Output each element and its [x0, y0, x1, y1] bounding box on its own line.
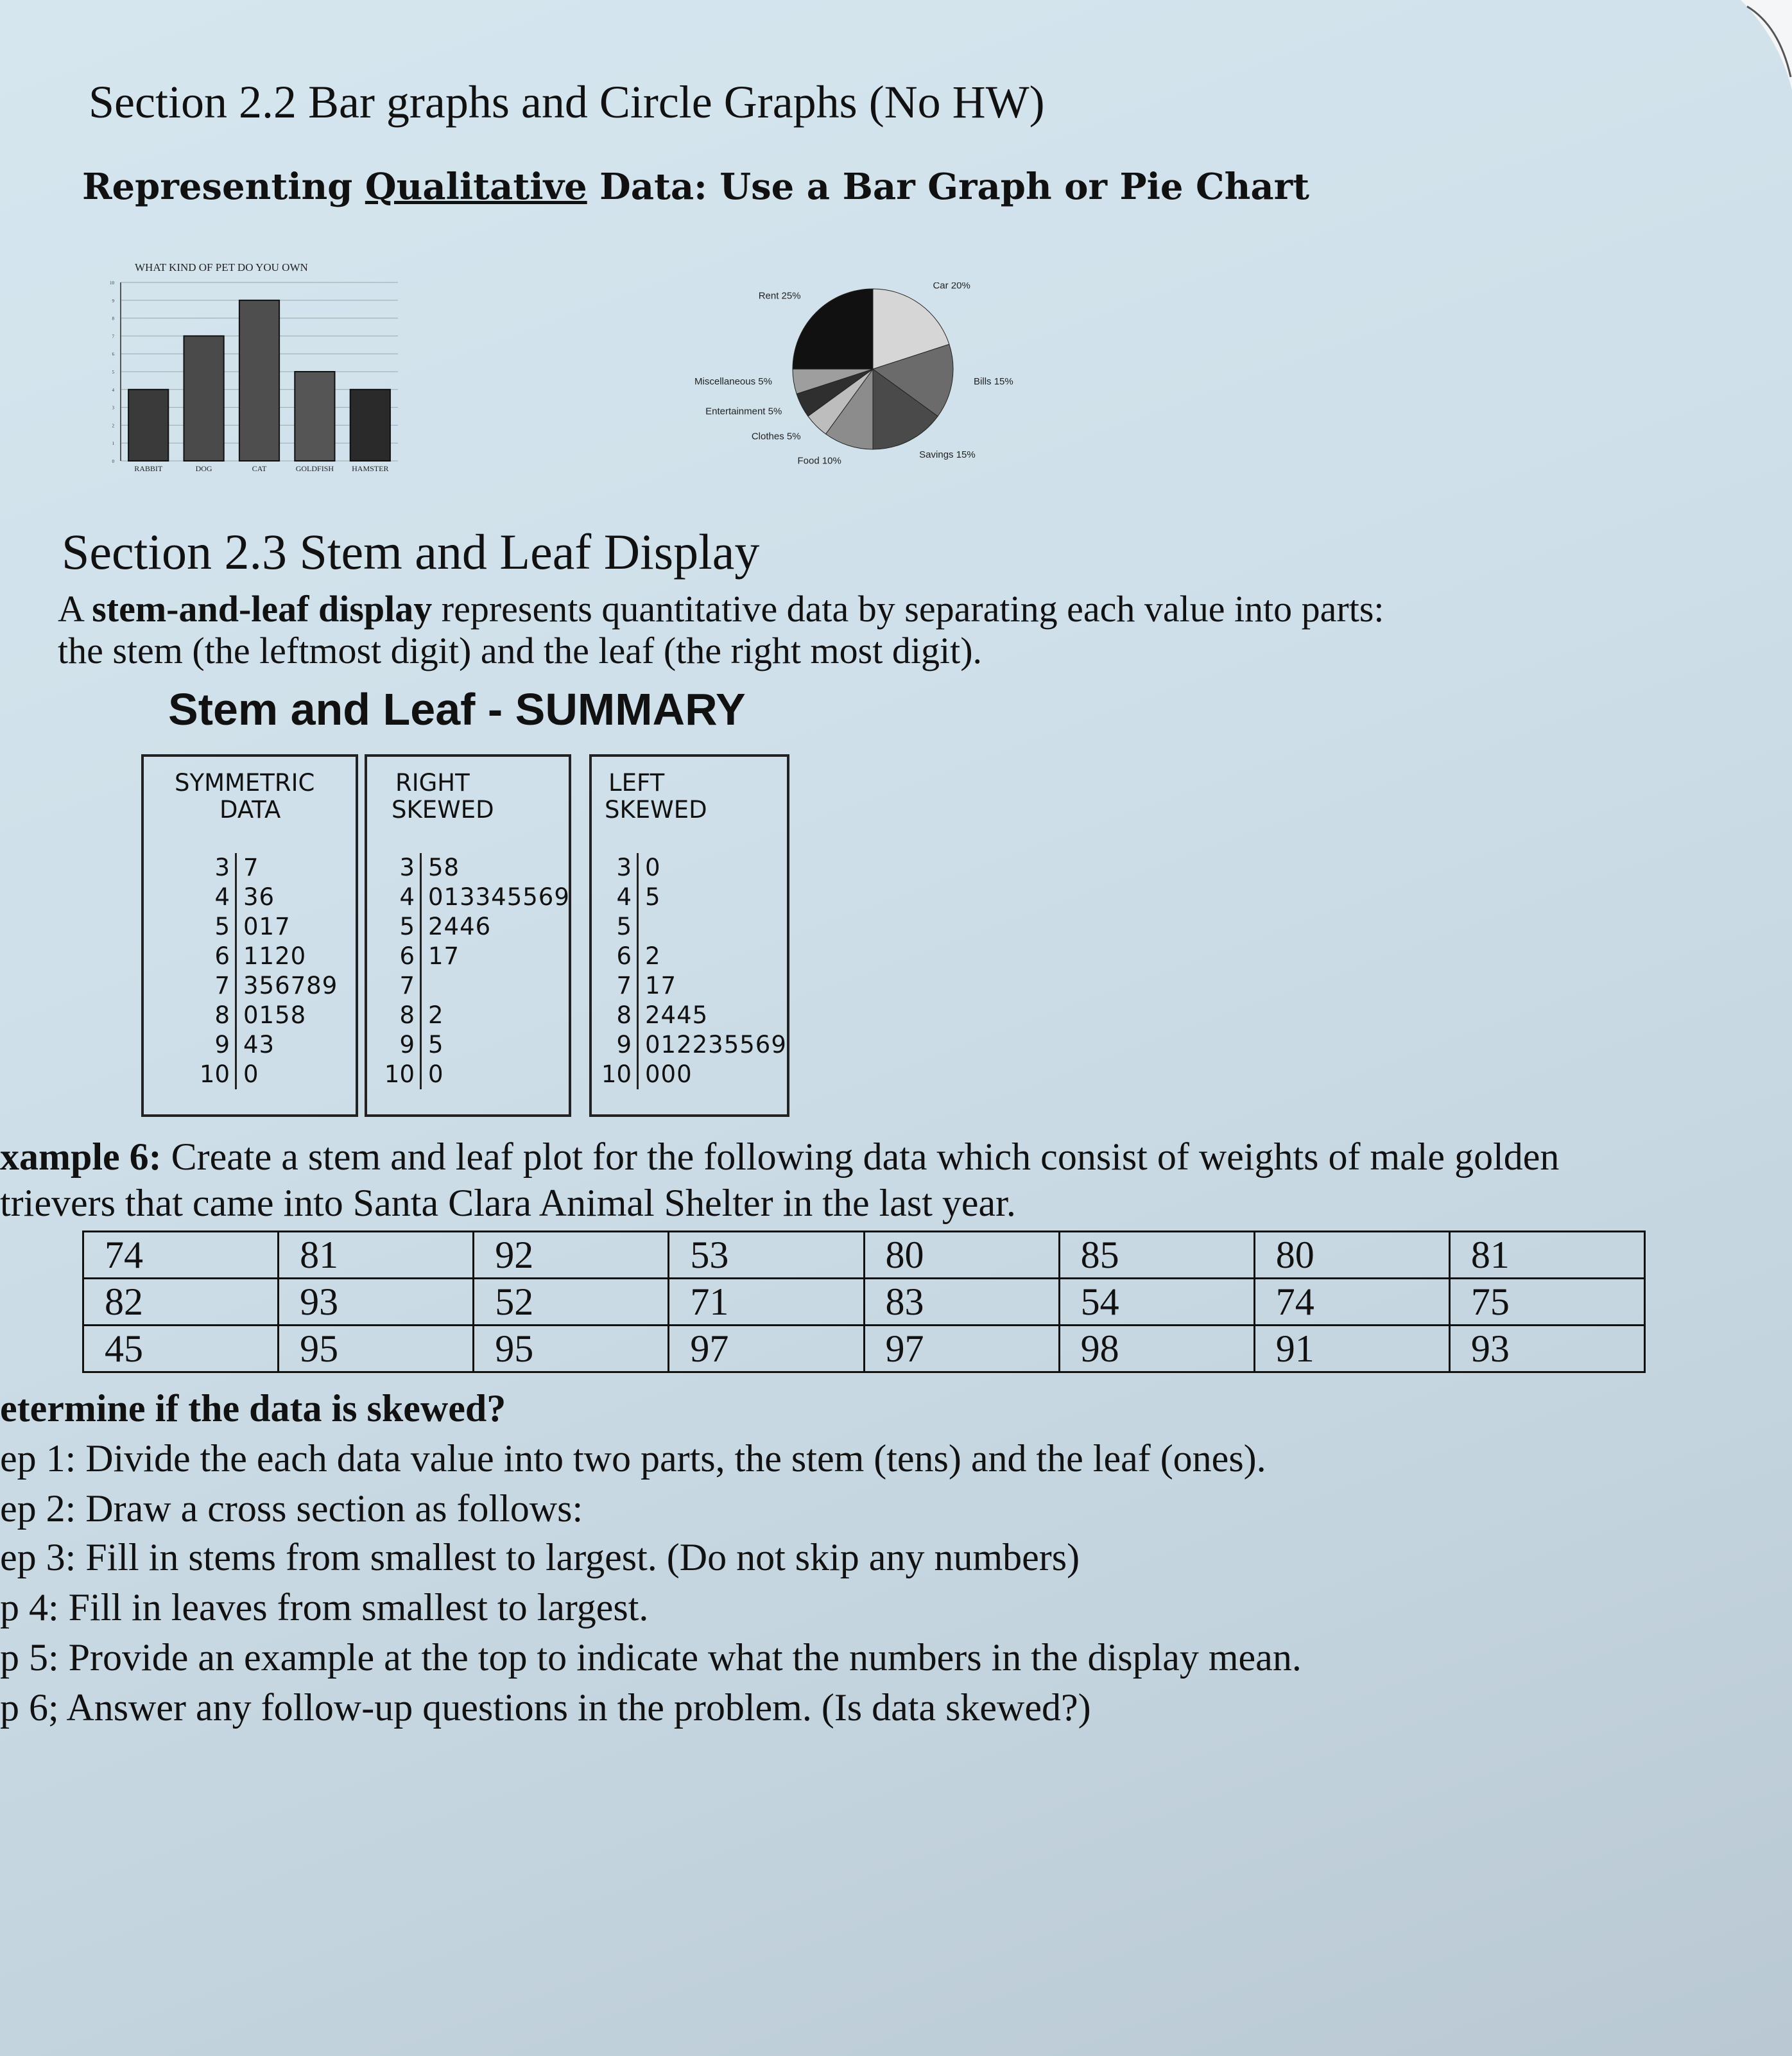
stem: 8 — [166, 1001, 237, 1030]
stem: 3 — [593, 853, 639, 883]
table-cell: 71 — [669, 1279, 864, 1326]
y-tick-label: 2 — [112, 423, 114, 429]
section-2-3-title: Section 2.3 Stem and Leaf Display — [62, 524, 760, 580]
example-6-line-1 — [0, 1135, 1559, 1179]
stem-leaf-row — [370, 1060, 570, 1089]
table-cell: 74 — [1254, 1279, 1449, 1326]
stem: 4 — [593, 883, 639, 912]
stem: 9 — [593, 1030, 639, 1060]
stem-leaf-row — [166, 942, 338, 971]
leaf — [422, 971, 428, 1001]
pie-slice-label: Miscellaneous 5% — [694, 376, 772, 388]
stem: 7 — [370, 971, 422, 1001]
bar-cat — [239, 300, 279, 461]
pie-slice-label: Bills 15% — [974, 376, 1013, 388]
leaf: 5 — [428, 1031, 444, 1058]
stem: 9 — [370, 1030, 422, 1060]
stem-leaf-rows — [370, 853, 570, 1089]
table-cell: 97 — [669, 1326, 864, 1372]
stem: 9 — [166, 1030, 237, 1060]
heading-underlined: Qualitative — [365, 166, 587, 208]
stem: 7 — [593, 971, 639, 1001]
example-6-line-2: trievers that came into Santa Clara Animal Shelter in the last year. — [0, 1182, 1016, 1224]
leaf: 2445 — [645, 1001, 709, 1029]
stem-leaf-row — [370, 1030, 570, 1060]
table-cell: 93 — [279, 1279, 474, 1326]
table-cell: 95 — [279, 1326, 474, 1372]
x-tick-label: DOG — [195, 464, 212, 473]
stem-leaf-row — [166, 1060, 338, 1089]
y-tick-label: 0 — [112, 459, 114, 464]
bar-chart-x-labels — [134, 464, 388, 473]
stem: 3 — [166, 853, 237, 883]
table-cell: 97 — [864, 1326, 1059, 1372]
table-row — [83, 1279, 1645, 1326]
table-cell: 98 — [1059, 1326, 1254, 1372]
bar-chart-title: WHAT KIND OF PET DO YOU OWN — [135, 261, 308, 273]
symmetric-data-box — [141, 754, 358, 1117]
leaf: 58 — [428, 854, 460, 881]
stem-leaf-row — [370, 1001, 570, 1030]
table-cell: 75 — [1449, 1279, 1644, 1326]
leaf: 0 — [428, 1060, 444, 1088]
heading-prefix: Representing — [82, 166, 365, 208]
leaf: 17 — [428, 942, 460, 970]
heading-suffix: Data: Use a Bar Graph or Pie Chart — [587, 166, 1309, 208]
table-cell: 52 — [474, 1279, 669, 1326]
step-4: p 4: Fill in leaves from smallest to largest. — [0, 1586, 649, 1628]
leaf: 012235569 — [645, 1031, 787, 1058]
step-2: ep 2: Draw a cross section as follows: — [0, 1487, 583, 1530]
stem-leaf-row — [166, 912, 338, 942]
stem-leaf-row — [593, 912, 787, 942]
stem-leaf-rows — [593, 853, 787, 1089]
definition-line-1 — [58, 587, 1384, 630]
stem-leaf-row — [166, 1030, 338, 1060]
pie-slice-label: Food 10% — [797, 455, 841, 467]
qualitative-data-heading — [82, 166, 1309, 208]
example-6-text: Create a stem and leaf plot for the following data which consist of weights of male golden — [161, 1136, 1560, 1178]
table-row — [83, 1232, 1645, 1279]
stem-leaf-row — [370, 883, 570, 912]
y-tick-label: 9 — [112, 298, 114, 304]
leaf: 2 — [428, 1001, 444, 1029]
stem-leaf-row — [593, 883, 787, 912]
leaf: 356789 — [243, 972, 338, 999]
box-header-line-2: SKEWED — [392, 796, 494, 824]
stem: 6 — [166, 942, 237, 971]
stem: 5 — [370, 912, 422, 942]
left-skewed-box — [589, 754, 789, 1117]
table-cell: 80 — [1254, 1232, 1449, 1279]
pie-slice-label: Savings 15% — [919, 449, 976, 461]
leaf: 0 — [645, 854, 661, 881]
pet-bar-chart — [103, 257, 411, 475]
box-header-line-2: SKEWED — [605, 796, 707, 824]
step-5: p 5: Provide an example at the top to indicate what the numbers in the display mean. — [0, 1636, 1302, 1679]
table-cell: 85 — [1059, 1232, 1254, 1279]
leaf: 1120 — [243, 942, 307, 970]
table-cell: 81 — [1449, 1232, 1644, 1279]
pie-slice-label: Car 20% — [933, 282, 970, 291]
table-cell: 95 — [474, 1326, 669, 1372]
section-2-2-title: Section 2.2 Bar graphs and Circle Graphs (No HW) — [89, 76, 1045, 128]
pie-slice-label: Rent 25% — [758, 290, 801, 302]
stem: 6 — [593, 942, 639, 971]
leaf: 000 — [645, 1060, 693, 1088]
box-header-line-2: DATA — [220, 796, 281, 824]
bar-goldfish — [295, 372, 334, 461]
table-cell: 74 — [83, 1232, 279, 1279]
leaf: 013345569 — [428, 883, 570, 911]
leaf: 43 — [243, 1031, 275, 1058]
step-1: ep 1: Divide the each data value into two parts, the stem (tens) and the leaf (ones). — [0, 1437, 1266, 1480]
pie-slice-label: Clothes 5% — [751, 431, 801, 442]
right-skewed-box — [365, 754, 571, 1117]
leaf: 2446 — [428, 913, 492, 940]
stem-leaf-row — [593, 971, 787, 1001]
determine-skewed-question: etermine if the data is skewed? — [0, 1387, 506, 1430]
table-cell: 92 — [474, 1232, 669, 1279]
definition-line-2: the stem (the leftmost digit) and the leaf (the right most digit). — [58, 630, 983, 671]
y-tick-label: 6 — [112, 352, 114, 358]
table-cell: 45 — [83, 1326, 279, 1372]
stem: 8 — [593, 1001, 639, 1030]
stem: 5 — [593, 912, 639, 942]
page-curl-shadow — [1741, 0, 1792, 90]
stem-leaf-row — [370, 942, 570, 971]
def-bold-term: stem-and-leaf display — [92, 588, 433, 630]
table-cell: 53 — [669, 1232, 864, 1279]
stem-leaf-summary-heading: Stem and Leaf - SUMMARY — [168, 684, 746, 734]
y-tick-label: 5 — [112, 370, 114, 375]
leaf: 0158 — [243, 1001, 307, 1029]
y-tick-label: 1 — [112, 441, 114, 447]
stem: 10 — [593, 1060, 639, 1089]
leaf: 017 — [243, 913, 291, 940]
leaf: 7 — [243, 854, 259, 881]
stem-leaf-row — [166, 1001, 338, 1030]
stem-leaf-row — [166, 853, 338, 883]
table-cell: 91 — [1254, 1326, 1449, 1372]
stem-leaf-row — [593, 1001, 787, 1030]
stem-leaf-row — [370, 853, 570, 883]
stem: 4 — [166, 883, 237, 912]
golden-retriever-weights-table — [82, 1231, 1646, 1373]
pie-slices — [793, 289, 953, 449]
x-tick-label: HAMSTER — [352, 464, 389, 473]
stem-leaf-rows — [166, 853, 338, 1089]
stem-leaf-row — [166, 971, 338, 1001]
stem: 7 — [166, 971, 237, 1001]
table-cell: 81 — [279, 1232, 474, 1279]
stem: 5 — [166, 912, 237, 942]
y-tick-label: 7 — [112, 334, 114, 340]
leaf: 5 — [645, 883, 661, 911]
bar-dog — [184, 336, 223, 461]
stem: 10 — [166, 1060, 237, 1089]
stem-leaf-row — [370, 912, 570, 942]
y-tick-label: 8 — [112, 316, 114, 322]
def-rest: represents quantitative data by separating each value into parts: — [432, 588, 1384, 630]
budget-pie-chart — [642, 282, 1104, 494]
stem: 4 — [370, 883, 422, 912]
box-header-line-1: LEFT — [608, 769, 665, 797]
leaf: 0 — [243, 1060, 259, 1088]
bar-chart-bars — [128, 300, 390, 461]
bar-rabbit — [128, 390, 168, 461]
bar-hamster — [350, 390, 390, 461]
stem-leaf-row — [370, 971, 570, 1001]
stem-leaf-row — [166, 883, 338, 912]
step-6: p 6; Answer any follow-up questions in the problem. (Is data skewed?) — [0, 1686, 1091, 1729]
y-tick-label: 10 — [110, 281, 114, 286]
table-cell: 82 — [83, 1279, 279, 1326]
table-cell: 83 — [864, 1279, 1059, 1326]
x-tick-label: GOLDFISH — [295, 464, 334, 473]
box-header-line-1: SYMMETRIC — [175, 769, 315, 797]
pie-slice-label: Entertainment 5% — [705, 406, 782, 417]
leaf: 2 — [645, 942, 661, 970]
box-header-line-1: RIGHT — [395, 769, 470, 797]
stem: 3 — [370, 853, 422, 883]
def-prefix: A — [58, 588, 92, 630]
leaf: 17 — [645, 972, 677, 999]
stem: 10 — [370, 1060, 422, 1089]
stem-leaf-row — [593, 1060, 787, 1089]
example-6-label: xample 6: — [0, 1136, 162, 1178]
stem-leaf-row — [593, 942, 787, 971]
x-tick-label: RABBIT — [134, 464, 163, 473]
stem: 6 — [370, 942, 422, 971]
table-cell: 80 — [864, 1232, 1059, 1279]
y-tick-label: 3 — [112, 405, 114, 411]
table-cell: 93 — [1449, 1326, 1644, 1372]
pie-slice — [793, 289, 873, 369]
leaf: 36 — [243, 883, 275, 911]
leaf — [639, 912, 645, 942]
stem-leaf-row — [593, 853, 787, 883]
y-tick-label: 4 — [112, 387, 114, 393]
stem: 8 — [370, 1001, 422, 1030]
x-tick-label: CAT — [252, 464, 267, 473]
table-row — [83, 1326, 1645, 1372]
table-cell: 54 — [1059, 1279, 1254, 1326]
step-3: ep 3: Fill in stems from smallest to largest. (Do not skip any numbers) — [0, 1536, 1080, 1578]
stem-leaf-row — [593, 1030, 787, 1060]
